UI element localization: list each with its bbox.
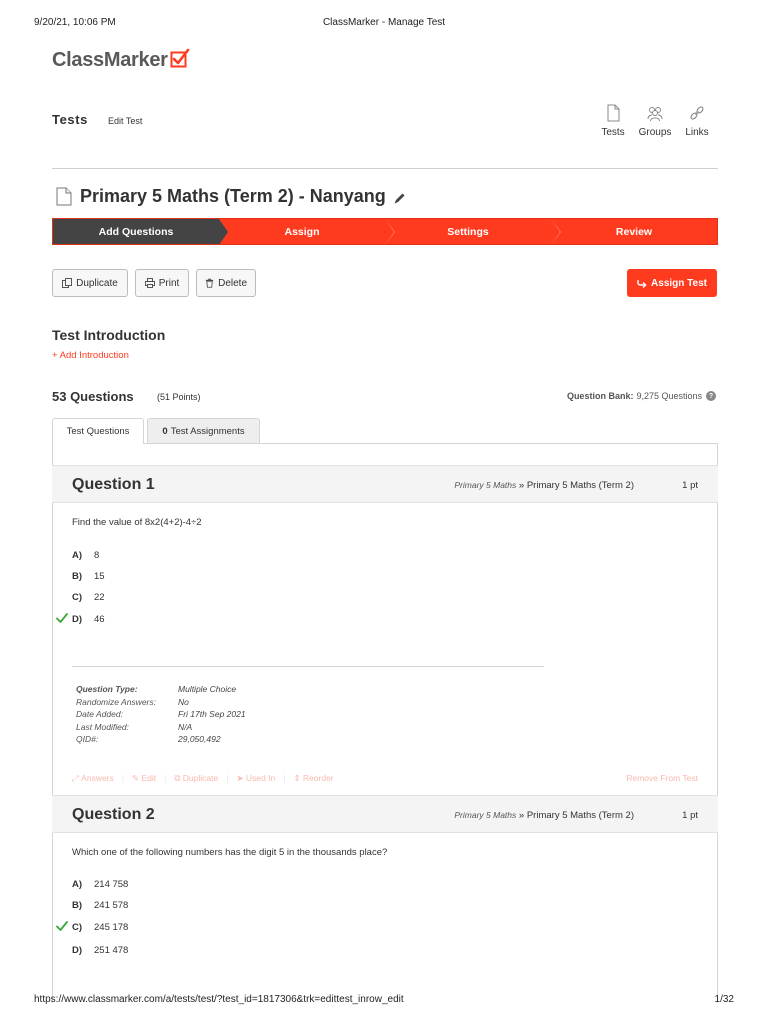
- groups-icon: [646, 104, 664, 122]
- reorder-action-label: Reorder: [302, 773, 334, 783]
- add-introduction-link[interactable]: + Add Introduction: [52, 350, 129, 361]
- answer-option: [72, 898, 128, 912]
- meta-row: [76, 734, 246, 747]
- print-page-title: ClassMarker - Manage Test: [322, 17, 446, 28]
- answer-letter: B): [72, 899, 83, 911]
- meta-value: N/A: [178, 721, 193, 732]
- tab-test-assignments[interactable]: [147, 418, 260, 443]
- nav-links-label: Links: [685, 127, 709, 138]
- step-arrow: [385, 219, 394, 245]
- document-icon: [604, 104, 622, 122]
- step-label: Add Questions: [98, 225, 174, 238]
- delete-label: Delete: [218, 277, 247, 289]
- correct-check-icon: [56, 612, 68, 624]
- classmarker-logo[interactable]: [52, 47, 190, 73]
- question-text: Find the value of 8x2(4+2)-4÷2: [72, 517, 202, 528]
- question-bank-value: 9,275 Questions: [636, 391, 702, 401]
- print-url: https://www.classmarker.com/a/tests/test/?test_id=1817306&trk=edittest_inrow_edit: [34, 994, 404, 1005]
- question-points: 1 pt: [682, 480, 698, 491]
- meta-row: [76, 684, 246, 697]
- remove-from-test-link[interactable]: Remove From Test: [626, 773, 698, 783]
- action-separator: |: [283, 773, 286, 783]
- question-title: Question 2: [72, 806, 155, 823]
- step-review[interactable]: [551, 219, 717, 244]
- duplicate-icon: ⧉: [174, 772, 183, 783]
- links-icon: [688, 104, 706, 122]
- step-arrow: [551, 219, 560, 245]
- answer-letter: D): [72, 613, 83, 625]
- top-icon-nav: [592, 104, 718, 138]
- step-assign[interactable]: [219, 219, 385, 244]
- breadcrumb-edit-test[interactable]: Edit Test: [108, 116, 143, 126]
- question-bank-label: Question Bank:: [566, 391, 634, 401]
- step-settings[interactable]: [385, 219, 551, 244]
- used-in-action[interactable]: [236, 773, 275, 784]
- meta-key: Question Type:: [76, 684, 138, 694]
- header-divider: [52, 168, 718, 169]
- assignments-count: 0: [162, 425, 168, 437]
- answer-letter: A): [72, 878, 83, 890]
- share-arrow-icon: [637, 278, 647, 288]
- category-parent: Primary 5 Maths: [454, 480, 517, 490]
- question-text: Which one of the following numbers has the digit 5 in the thousands place?: [72, 847, 388, 858]
- print-datetime: 9/20/21, 10:06 PM: [34, 17, 116, 28]
- action-separator: |: [164, 773, 167, 783]
- meta-value: Fri 17th Sep 2021: [178, 709, 246, 719]
- question-bank-info: [567, 391, 716, 401]
- printer-icon: [145, 278, 155, 288]
- answer-value: 46: [94, 613, 105, 625]
- answer-letter: A): [72, 549, 83, 561]
- answers-action-label: Answers: [81, 773, 114, 783]
- question-divider: [72, 666, 544, 667]
- trash-icon: [205, 278, 214, 288]
- logo-check-icon: [170, 48, 190, 68]
- meta-key: Last Modified:: [76, 721, 129, 732]
- category-name: Primary 5 Maths (Term 2): [526, 480, 634, 491]
- answer-value: 251 478: [94, 944, 129, 956]
- question-points: 1 pt: [682, 810, 698, 821]
- step-label: Review: [615, 225, 653, 238]
- meta-value: Multiple Choice: [178, 684, 237, 694]
- question-actions: [52, 767, 718, 789]
- answer-letter: C): [72, 921, 83, 933]
- question-category: [454, 810, 634, 821]
- nav-tests[interactable]: [592, 104, 634, 138]
- help-icon[interactable]: ?: [706, 391, 716, 401]
- step-add-questions[interactable]: [53, 219, 219, 244]
- question-count: 53 Questions: [52, 389, 134, 404]
- action-separator: |: [121, 773, 124, 783]
- send-icon: ➤: [236, 772, 246, 783]
- answers-action[interactable]: [72, 773, 114, 784]
- breadcrumb: [52, 112, 142, 127]
- duplicate-icon: [62, 278, 72, 288]
- reorder-action[interactable]: [293, 773, 333, 784]
- meta-key: QID#:: [76, 734, 99, 744]
- answer-option-correct: [72, 612, 105, 626]
- question-card: [52, 795, 718, 995]
- question-header: [52, 795, 718, 833]
- logo-text: ClassMarker: [52, 48, 168, 71]
- duplicate-action-label: Duplicate: [182, 773, 219, 783]
- tab-label: Test Assignments: [170, 425, 245, 437]
- answer-option-correct: [72, 920, 128, 934]
- answer-letter: B): [72, 570, 83, 582]
- page-title: Primary 5 Maths (Term 2) - Nanyang: [80, 186, 386, 206]
- step-label: Settings: [447, 225, 489, 238]
- nav-links[interactable]: [676, 104, 718, 138]
- answer-option: [72, 943, 128, 957]
- meta-row: [76, 697, 246, 710]
- answer-letter: D): [72, 944, 83, 956]
- meta-row: [76, 709, 246, 722]
- pencil-icon: ✎: [131, 772, 142, 783]
- duplicate-label: Duplicate: [76, 277, 118, 289]
- category-name: Primary 5 Maths (Term 2): [526, 810, 634, 821]
- meta-key: Date Added:: [76, 709, 123, 719]
- correct-check-icon: [56, 920, 68, 932]
- edit-action-label: Edit: [141, 773, 157, 783]
- category-parent: Primary 5 Maths: [454, 810, 517, 820]
- nav-groups-label: Groups: [638, 127, 672, 138]
- answer-option: [72, 569, 105, 583]
- tab-label: Test Questions: [66, 426, 130, 437]
- breadcrumb-tests[interactable]: Tests: [52, 112, 88, 127]
- nav-groups[interactable]: [634, 104, 676, 138]
- step-label: Assign: [284, 225, 320, 238]
- print-page-number: 1/32: [714, 994, 734, 1005]
- assign-test-label: Assign Test: [651, 277, 707, 289]
- print-label: Print: [158, 277, 180, 289]
- used-in-action-label: Used In: [245, 773, 276, 783]
- meta-value: 29,050,492: [178, 734, 221, 744]
- meta-row: [76, 722, 246, 735]
- answer-option: [72, 590, 105, 604]
- category-separator: »: [518, 810, 525, 821]
- step-arrow: [219, 219, 228, 245]
- answer-value: 245 178: [94, 921, 129, 933]
- answer-value: 15: [94, 570, 105, 582]
- edit-action[interactable]: [132, 773, 156, 784]
- answer-option: [72, 877, 128, 891]
- tab-test-questions[interactable]: [52, 418, 144, 444]
- reorder-icon: ⇕: [293, 772, 303, 783]
- question-card: [52, 465, 718, 795]
- answer-value: 214 758: [94, 878, 129, 890]
- print-button[interactable]: [135, 269, 189, 297]
- question-category: [454, 480, 634, 491]
- category-separator: »: [518, 480, 525, 491]
- wizard-steps: [52, 218, 718, 245]
- answer-letter: C): [72, 591, 83, 603]
- points-total: (51 Points): [157, 392, 201, 402]
- pencil-edit-icon[interactable]: [393, 192, 406, 205]
- test-introduction-heading: Test Introduction: [52, 327, 166, 343]
- question-header: [52, 465, 718, 503]
- duplicate-button[interactable]: [52, 269, 128, 297]
- answer-value: 22: [94, 591, 105, 603]
- action-separator: |: [226, 773, 229, 783]
- print-footer: [0, 994, 768, 1008]
- answer-value: 8: [94, 549, 100, 561]
- expand-icon: ⤢: [72, 772, 82, 783]
- meta-key: Randomize Answers:: [76, 696, 156, 707]
- question-title: Question 1: [72, 476, 155, 493]
- nav-tests-label: Tests: [601, 127, 625, 138]
- duplicate-action[interactable]: [174, 773, 218, 784]
- answer-value: 241 578: [94, 899, 129, 911]
- question-meta: [76, 684, 246, 747]
- print-header: [0, 17, 768, 31]
- assign-test-button[interactable]: [627, 269, 717, 297]
- answer-option: [72, 548, 99, 562]
- test-title-row: [56, 186, 406, 207]
- meta-value: No: [178, 696, 189, 707]
- delete-button[interactable]: [196, 269, 256, 297]
- document-icon: [56, 187, 72, 206]
